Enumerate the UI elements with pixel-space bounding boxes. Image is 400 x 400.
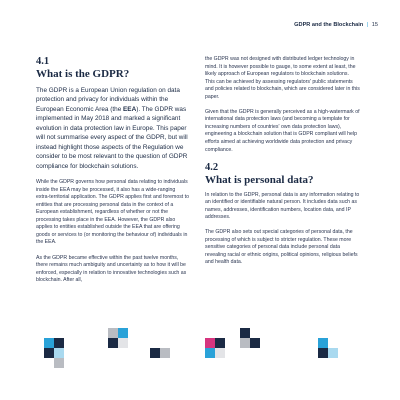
decor-square bbox=[205, 348, 215, 358]
decor-square bbox=[318, 338, 328, 348]
decor-square bbox=[150, 348, 160, 358]
section-title: What is the GDPR? bbox=[36, 68, 130, 80]
body-paragraph: the GDPR was not designed with distributed ledger technology in mind. It is however possible to gauge, to some extent at least, the likely approach of European regulators to blockchain solutions. This can be achieved by assessing regulators' public statements and policies related to blockchain, which are considered later in this paper. bbox=[205, 56, 360, 100]
header-separator: | bbox=[366, 22, 369, 28]
decor-square bbox=[108, 338, 118, 348]
body-paragraph: As the GDPR became effective within the past twelve months, there remains much ambiguity and uncertainty as to how it will be enforced, especially in relation to innovative technologies such as blockchain. After all, bbox=[36, 254, 187, 284]
decor-square bbox=[215, 348, 225, 358]
header-title: GDPR and the Blockchain bbox=[294, 22, 364, 28]
lead-text-start: The GDPR is a European Union regulation on data protection and privacy for individuals within the European Economic Area (the bbox=[36, 87, 180, 113]
decor-square bbox=[44, 338, 54, 348]
decor-square bbox=[205, 338, 215, 348]
left-column bbox=[36, 56, 189, 292]
right-column bbox=[205, 56, 360, 274]
section-number: 4.2 bbox=[205, 161, 219, 173]
body-paragraph: Given that the GDPR is generally perceived as a high-watermark of international data protection laws (and becoming a template for increasing numbers of countries' own data protection laws), engineering a blockchain solution that is GDPR compliant will help efforts aimed at achieving worldwide data protection and privacy compliance. bbox=[205, 108, 360, 153]
section-number: 4.1 bbox=[36, 56, 50, 67]
decor-square bbox=[328, 348, 338, 358]
decor-square bbox=[118, 328, 128, 338]
decor-square bbox=[240, 338, 250, 348]
decor-square bbox=[160, 348, 170, 358]
decor-square bbox=[240, 328, 250, 338]
decor-square bbox=[250, 338, 260, 348]
decor-square bbox=[318, 348, 328, 358]
body-paragraph: In relation to the GDPR, personal data is any information relating to an identified or identifiable natural person. It includes data such as names, addresses, identification numbers, location data, and IP addresses. bbox=[205, 191, 360, 221]
decor-square bbox=[54, 348, 64, 358]
page-number: 15 bbox=[371, 22, 378, 28]
decor-square bbox=[118, 338, 128, 348]
lead-paragraph bbox=[36, 86, 189, 171]
body-paragraph: While the GDPR governs how personal data relating to individuals inside the EEA may be processed, it also has a wide-ranging extra-territorial application. The GDPR applies first and foremost to entities that are processing personal data in the context of a European establishment, regardless of whether or not the processing takes place in the EEA. However, the GDPR also applies to entities established outside the EEA that are offering goods or services to (or monitoring the behaviour of) individuals in the EEA. bbox=[36, 179, 190, 246]
lead-text-bold: EEA bbox=[123, 105, 137, 113]
section-title: What is personal data? bbox=[205, 173, 314, 186]
decor-square bbox=[54, 338, 64, 348]
running-header bbox=[294, 22, 378, 28]
lead-text-end: ). The GDPR was implemented in May 2018 and marked a significant evolution in data protection law in Europe. This paper will not summarise every aspect of the GDPR, but will instead highlight those aspects of the Regulation we consider to be most relevant to the question of GDPR compliance for blockchain solutions. bbox=[36, 105, 188, 170]
decor-square bbox=[215, 338, 225, 348]
body-paragraph: The GDPR also sets out special categories of personal data, the processing of which is subject to stricter regulation. These more sensitive categories of personal data include personal data revealing racial or ethnic origins, political opinions, religious beliefs and health data. bbox=[205, 229, 358, 266]
decor-square bbox=[44, 348, 54, 358]
decor-square bbox=[54, 358, 64, 368]
decor-square bbox=[108, 328, 118, 338]
